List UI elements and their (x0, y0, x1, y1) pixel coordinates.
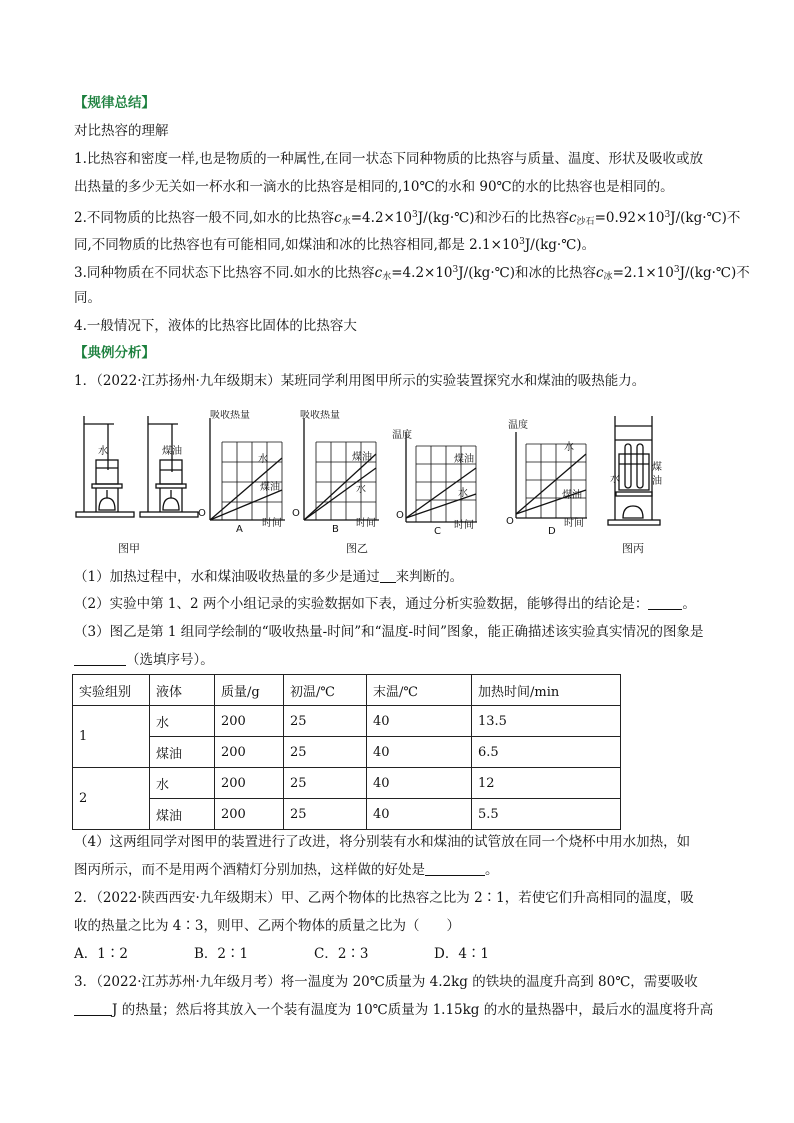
figure-jia-apparatus (76, 416, 198, 517)
jia-water-label: 水 (98, 446, 108, 457)
table-cell: 200 (215, 737, 284, 768)
table-cell: 6.5 (472, 737, 621, 768)
table-row (73, 768, 621, 799)
rule-paragraph-2a: 2.不同物质的比热容一般不同,如水的比热容$c_水=4.2\times 10^3J/(kg\cdot℃)$和沙石的比热容$c_{沙石}=0.92\times 10^3J/(kg\cdot℃)$不 (74, 210, 741, 227)
question-1-part-4b: 图丙所示，而不是用两个酒精灯分别加热，这样做的好处是 。 (74, 862, 499, 878)
graph-b-origin: O (292, 508, 300, 519)
rule-paragraph-1a: 1.比热容和密度一样,也是物质的一种属性,在同一状态下同种物质的比热容与质量、温度、形状及吸收或放 (74, 151, 703, 167)
table-header-cell: 初温/℃ (284, 675, 367, 706)
answer-blank-2[interactable] (648, 595, 682, 610)
graph-c-letter: C (434, 526, 441, 537)
graph-d-water-line (516, 454, 586, 514)
examples-header: 【典例分析】 (74, 345, 155, 361)
rule-paragraph-1b: 出热量的多少无关如一杯水和一滴水的比热容是相同的,10℃的水和 90℃的水的比热容也是相同的。 (74, 179, 674, 195)
figure-strip (70, 410, 670, 560)
question-2-options (74, 944, 554, 964)
table-header-row (73, 675, 621, 706)
table-cell: 煤油 (150, 737, 215, 768)
graph-d-letter: D (548, 526, 556, 537)
table-cell: 25 (284, 706, 367, 737)
table-row (73, 799, 621, 830)
graph-c-xlabel: 时间 (454, 520, 474, 531)
question-1-part-3b: （选填序号）。 (74, 650, 214, 670)
graph-a-oil-line (210, 490, 282, 520)
table-cell: 200 (215, 799, 284, 830)
bing-water-label: 水 (610, 474, 620, 485)
table-cell: 水 (150, 768, 215, 799)
graph-d-water-label: 水 (564, 442, 574, 453)
table-row (73, 706, 621, 737)
graph-c-oil-label: 煤油 (454, 454, 474, 465)
graph-a-letter: A (236, 524, 243, 535)
answer-blank-5[interactable] (74, 1001, 112, 1016)
question-3-line-1: 3．（2022·江苏苏州·九年级月考）将一温度为 20℃质量为 4.2kg 的铁块的温度升高到 80℃，需要吸收 (74, 974, 698, 990)
table-header-cell: 质量/g (215, 675, 284, 706)
question-3-line-2: J 的热量；然后将其放入一个装有温度为 10℃质量为 1.15kg 的水的量热器中，最后水的温度将升高 (74, 1000, 713, 1020)
option-a[interactable]: A．1∶2 (74, 946, 128, 962)
option-d[interactable]: D．4∶1 (434, 946, 490, 962)
table-cell: 25 (284, 737, 367, 768)
bing-oil-label-2: 油 (652, 476, 662, 487)
table-row (73, 737, 621, 768)
graph-b-xlabel: 时间 (356, 518, 376, 529)
table-cell: 40 (367, 706, 472, 737)
rule-paragraph-4: 4.一般情况下，液体的比热容比固体的比热容大 (74, 318, 357, 334)
graph-a-oil-label: 煤油 (260, 482, 280, 493)
figure-bing-caption: 图丙 (622, 542, 644, 555)
table-header-cell: 加热时间/min (472, 675, 621, 706)
graph-c-ylabel: 温度 (392, 430, 412, 441)
question-2-line-2: 收的热量之比为 4∶3，则甲、乙两个物体的质量之比为（ ） (74, 918, 460, 934)
table-cell: 13.5 (472, 706, 621, 737)
table-group-cell: 1 (73, 706, 150, 768)
graph-c-axes (406, 432, 477, 522)
graph-a-origin: O (198, 508, 206, 519)
table-header-cell: 实验组别 (73, 675, 150, 706)
graph-b-oil-label: 煤油 (352, 452, 372, 463)
rule-summary-topic: 对比热容的理解 (74, 123, 169, 139)
graph-b-axes (304, 418, 379, 520)
graph-a-ylabel: 吸收热量 (210, 410, 250, 421)
graph-c-water-label: 水 (458, 488, 468, 499)
rule-paragraph-3a: 3.同种物质在不同状态下比热容不同.如水的比热容$c_水=4.2\times 10^3J/(kg\cdot℃)$和冰的比热容$c_冰=2.1\times 10^3J/(kg\cdot℃)$不 (74, 265, 750, 282)
table-cell: 40 (367, 799, 472, 830)
question-1-part-2: （2）实验中第 1、2 两个小组记录的实验数据如下表，通过分析实验数据，能够得出的结论是： 。 (74, 596, 696, 612)
answer-blank-4[interactable] (425, 861, 485, 876)
graph-b-letter: B (332, 524, 339, 535)
bing-oil-label-1: 煤 (652, 462, 662, 473)
question-1-intro: 1．（2022·江苏扬州·九年级期末）某班同学利用图甲所示的实验装置探究水和煤油的吸热能力。 (74, 373, 646, 389)
table-cell: 25 (284, 799, 367, 830)
option-b[interactable]: B．2∶1 (194, 946, 249, 962)
graph-d-ylabel: 温度 (508, 420, 528, 431)
graph-b-water-label: 水 (356, 484, 366, 495)
experiment-data-table (72, 674, 621, 830)
graph-d-origin: O (506, 516, 514, 527)
rule-paragraph-3b: 同。 (74, 290, 101, 306)
figure-yi-caption: 图乙 (346, 542, 368, 555)
table-cell: 200 (215, 768, 284, 799)
table-cell: 40 (367, 737, 472, 768)
option-c[interactable]: C．2∶3 (314, 946, 369, 962)
table-cell: 12 (472, 768, 621, 799)
question-1-part-4: （4）这两组同学对图甲的装置进行了改进，将分别装有水和煤油的试管放在同一个烧杯中用水加热，如 (74, 834, 691, 850)
graph-d-xlabel: 时间 (564, 518, 584, 529)
answer-blank-3[interactable] (74, 651, 126, 666)
rule-paragraph-2b: 同,不同物质的比热容也有可能相同,如煤油和冰的比热容相同,都是 $2.1\times 10^3J/(kg\cdot℃)$。 (74, 237, 596, 253)
graph-c-origin: O (396, 510, 404, 521)
table-cell: 5.5 (472, 799, 621, 830)
rule-summary-header: 【规律总结】 (74, 95, 155, 111)
table-cell: 煤油 (150, 799, 215, 830)
question-1-part-1: （1）加热过程中，水和煤油吸收热量的多少是通过 来判断的。 (74, 569, 464, 585)
question-1-part-3: （3）图乙是第 1 组同学绘制的“吸收热量-时间”和“温度-时间”图象，能正确描述该实验真实情况的图象是 (74, 624, 704, 640)
answer-blank-1[interactable] (380, 568, 396, 583)
table-header-cell: 末温/℃ (367, 675, 472, 706)
table-cell: 水 (150, 706, 215, 737)
jia-oil-label: 煤油 (162, 446, 182, 457)
table-header-cell: 液体 (150, 675, 215, 706)
graph-d-oil-label: 煤油 (562, 490, 582, 501)
graph-a-xlabel: 时间 (262, 518, 282, 529)
figure-jia-caption: 图甲 (118, 542, 140, 555)
question-2-line-1: 2．（2022·陕西西安·九年级期末）甲、乙两个物体的比热容之比为 2∶1，若使它们升高相同的温度，吸 (74, 890, 694, 906)
graph-a-water-label: 水 (258, 454, 268, 465)
table-group-cell: 2 (73, 768, 150, 830)
table-cell: 25 (284, 768, 367, 799)
table-cell: 40 (367, 768, 472, 799)
table-cell: 200 (215, 706, 284, 737)
graph-b-ylabel: 吸收热量 (300, 410, 340, 421)
